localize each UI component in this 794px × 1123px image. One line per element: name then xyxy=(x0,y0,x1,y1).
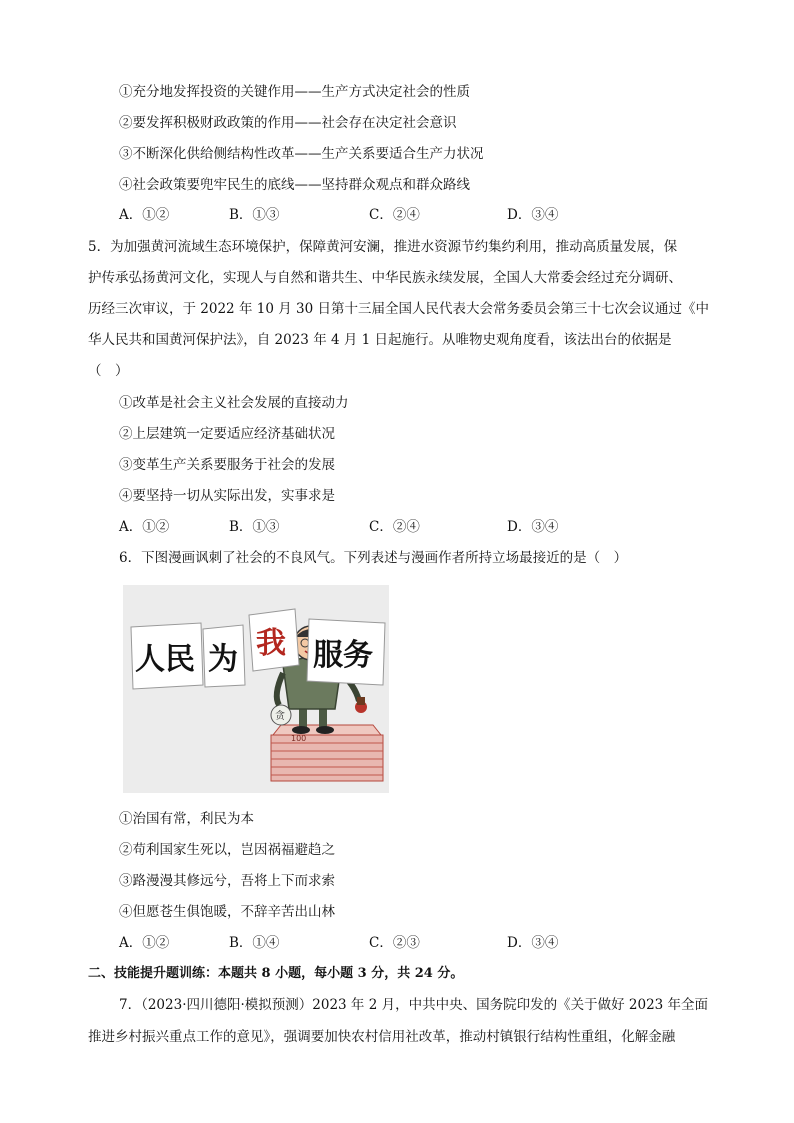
q6-option-4: ④但愿苍生俱饱暖，不辞辛苦出山林 xyxy=(119,904,335,920)
q7-stem-line-2: 推进乡村振兴重点工作的意见》，强调要加快农村信用社改革，推动村镇银行结构性重组，化解金融 xyxy=(88,1029,676,1045)
section-2-title: 二、技能提升题训练：本题共 8 小题，每小题 3 分，共 24 分。 xyxy=(88,966,464,981)
q5-stem-line-2: 护传承弘扬黄河文化，实现人与自然和谐共生、中华民族永续发展，全国人大常委会经过充分调研、 xyxy=(88,270,682,286)
q5-answer-c: C．②④ xyxy=(369,519,420,535)
q4-option-4: ④社会政策要兜牢民生的底线——坚持群众观点和群众路线 xyxy=(119,177,470,193)
money-label: 100 xyxy=(291,734,307,743)
q5-option-4: ④要坚持一切从实际出发，实事求是 xyxy=(119,488,335,504)
sign-people xyxy=(131,623,203,689)
q6-stem: 6．下图漫画讽刺了社会的不良风气。下列表述与漫画作者所持立场最接近的是（ ） xyxy=(119,550,628,566)
q5-answer-blank: （ ） xyxy=(88,363,129,379)
sign-serve-text: 服务 xyxy=(313,638,373,673)
satire-cartoon xyxy=(123,585,389,793)
q4-answer-c: C．②④ xyxy=(369,207,420,223)
sign-serve xyxy=(307,619,385,685)
q6-option-1: ①治国有常，利民为本 xyxy=(119,811,254,827)
q6-option-2: ②苟利国家生死以，岂因祸福避趋之 xyxy=(119,842,335,858)
q4-option-1: ①充分地发挥投资的关键作用——生产方式决定社会的性质 xyxy=(119,84,470,100)
q6-answer-c: C．②③ xyxy=(369,935,420,951)
q6-answer-b: B．①④ xyxy=(229,935,280,951)
q5-stem-line-1: 5．为加强黄河流域生态环境保护，保障黄河安澜，推进水资源节约集约利用，推动高质量发展，保 xyxy=(88,239,678,255)
q6-answer-d: D．③④ xyxy=(507,935,559,951)
sign-me xyxy=(249,609,299,671)
q4-option-3: ③不断深化供给侧结构性改革——生产关系要适合生产力状况 xyxy=(119,146,484,162)
q5-option-1: ①改革是社会主义社会发展的直接动力 xyxy=(119,395,349,411)
sign-for-text: 为 xyxy=(208,642,238,677)
q5-answer-a: A．①② xyxy=(119,519,170,535)
q6-option-3: ③路漫漫其修远兮，吾将上下而求索 xyxy=(119,873,335,889)
q4-answer-b: B．①③ xyxy=(229,207,280,223)
q5-option-2: ②上层建筑一定要适应经济基础状况 xyxy=(119,426,335,442)
sign-people-text: 人民 xyxy=(135,642,195,677)
q5-answer-b: B．①③ xyxy=(229,519,280,535)
q4-answer-a: A．①② xyxy=(119,207,170,223)
sign-me-text: 我 xyxy=(256,626,286,661)
sign-for xyxy=(203,625,245,687)
q4-answer-d: D．③④ xyxy=(507,207,559,223)
q4-option-2: ②要发挥积极财政政策的作用——社会存在决定社会意识 xyxy=(119,115,457,131)
greed-badge: 贪 xyxy=(275,711,285,722)
q6-answer-a: A．①② xyxy=(119,935,170,951)
q5-stem-line-4: 华人民共和国黄河保护法》，自 2023 年 4 月 1 日起施行。从唯物史观角度看，该法出台的依据是 xyxy=(88,332,672,348)
q5-answer-d: D．③④ xyxy=(507,519,559,535)
q7-stem-line-1: 7．（2023·四川德阳·模拟预测）2023 年 2 月，中共中央、国务院印发的《关于做好 2023 年全面 xyxy=(119,997,709,1013)
q5-option-3: ③变革生产关系要服务于社会的发展 xyxy=(119,457,335,473)
q5-stem-line-3: 历经三次审议，于 2022 年 10 月 30 日第十三届全国人民代表大会常务委员会第三十七次会议通过《中 xyxy=(88,301,709,317)
